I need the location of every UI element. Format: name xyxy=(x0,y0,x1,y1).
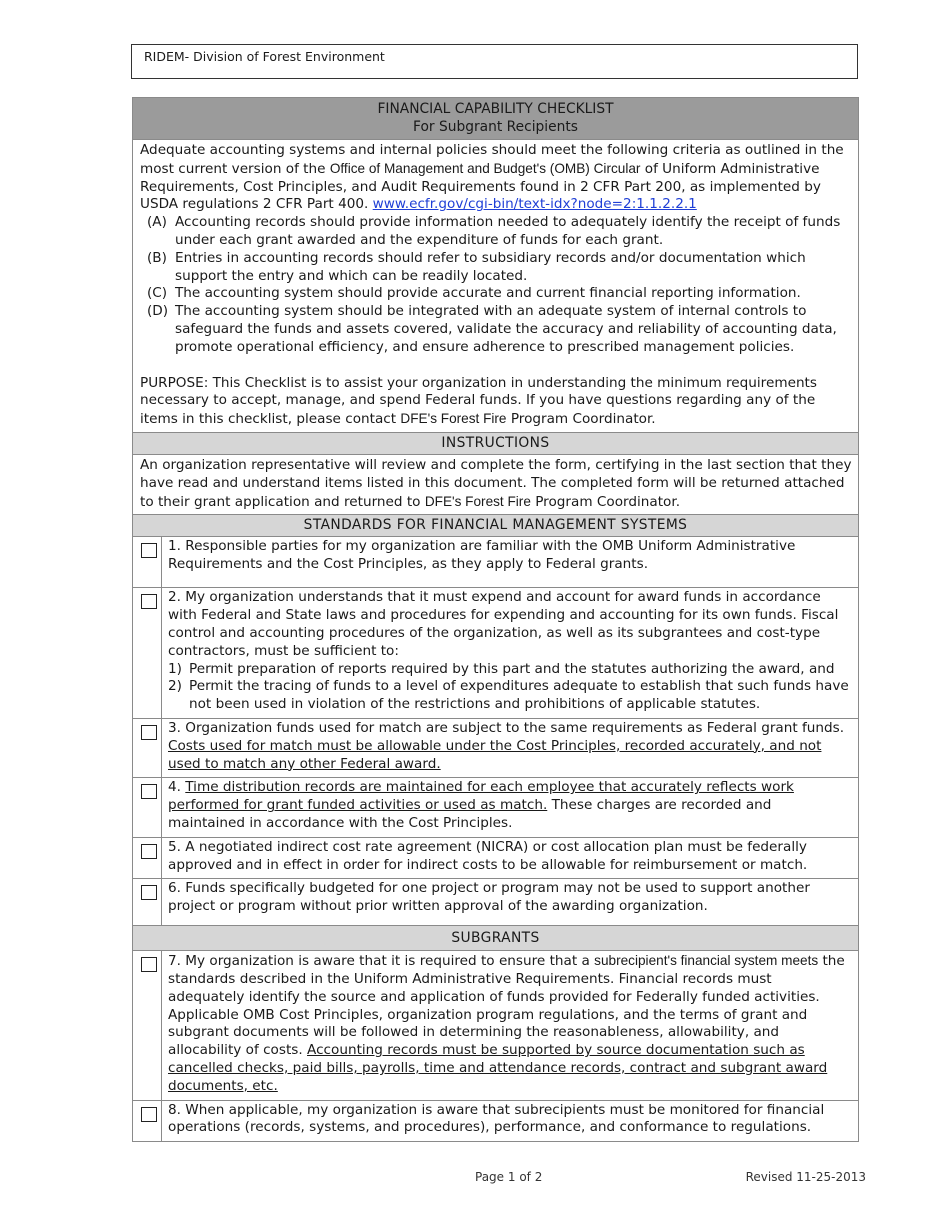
form-subtitle: For Subgrant Recipients xyxy=(413,119,578,135)
form-title-block xyxy=(133,98,859,140)
item-2-cell xyxy=(162,588,859,719)
criterion-c: (C) The accounting system should provide accurate and current financial reporting information. xyxy=(147,285,801,302)
item-2-sub-1: 1) Permit preparation of reports required by this part and the statutes authorizing the award, and xyxy=(168,660,835,677)
criterion-d: (D) The accounting system should be integrated with an adequate system of internal controls to safeguard the funds and assets covered, validate the accuracy and reliability of accounting data, promote operational efficiency, and ensure adherence to prescribed management policies. xyxy=(147,303,837,355)
form-title: FINANCIAL CAPABILITY CHECKLIST xyxy=(377,101,614,117)
ecfr-link[interactable]: www.ecfr.gov/cgi-bin/text-idx?node=2:1.1.2.2.1 xyxy=(372,196,697,213)
organization-name: RIDEM- Division of Forest Environment xyxy=(144,49,385,64)
item-7-checkbox[interactable] xyxy=(141,957,157,972)
item-4-text: 4. Time distribution records are maintained for each employee that accurately reflects work performed for grant funded activities or used as match. These charges are recorded and maintained in accordance with the Cost Principles. xyxy=(162,778,859,837)
checklist-form xyxy=(132,97,859,1142)
item-2-checkbox[interactable] xyxy=(141,594,157,609)
checklist-row xyxy=(133,837,859,879)
subgrants-heading: SUBGRANTS xyxy=(133,926,859,951)
item-2-sub-2: 2) Permit the tracing of funds to a level of expenditures adequate to establish that such funds have not been used in violation of the restrictions and prohibitions of applicable statutes. xyxy=(168,678,849,713)
purpose-paragraph: PURPOSE: This Checklist is to assist your organization in understanding the minimum requirements necessary to accept, manage, and spend Federal funds. If you have questions regarding any of the items in this checklist, please contact DFE's Forest Fire Program Coordinator. xyxy=(140,374,817,428)
item-1-checkbox[interactable] xyxy=(141,543,157,558)
standards-heading: STANDARDS FOR FINANCIAL MANAGEMENT SYSTEMS xyxy=(133,515,859,537)
checklist-row xyxy=(133,537,859,588)
intro-paragraph: Adequate accounting systems and internal policies should meet the following criteria as outlined in the most current version of the Office of Management and Budget's (OMB) Circular of Uniform Administrative Requirements, Cost Principles, and Audit Requirements found in 2 CFR Part 200, as implemented by USDA regulations 2 CFR Part 400. www.ecfr.gov/cgi-bin/text-idx?node=2:1.1.2.2.1 xyxy=(140,142,844,213)
checklist-row xyxy=(133,718,859,777)
item-6-text: 6. Funds specifically budgeted for one project or program may not be used to support another project or program without prior written approval of the awarding organization. xyxy=(162,879,859,926)
item-7-text: 7. My organization is aware that it is required to ensure that a subrecipient's financial system meets the standards described in the Uniform Administrative Requirements. Financial records must adequately identify the source and application of funds provided for Federally funded activities. Applicable OMB Cost Principles, organization program regulations, and the terms of grant and subgrant documents will be followed in determining the reasonableness, allowability, and allocability of costs. Accounting records must be supported by source documentation such as cancelled checks, paid bills, payrolls, time and attendance records, contract and subgrant award documents, etc. xyxy=(162,951,859,1100)
intro-section xyxy=(133,140,859,433)
item-3-checkbox[interactable] xyxy=(141,725,157,740)
criterion-a: (A) Accounting records should provide information needed to adequately identify the receipt of funds under each grant awarded and the expenditure of funds for each grant. xyxy=(147,214,841,248)
item-6-checkbox[interactable] xyxy=(141,885,157,900)
instructions-heading: INSTRUCTIONS xyxy=(133,432,859,454)
checklist-row xyxy=(133,778,859,837)
item-8-checkbox[interactable] xyxy=(141,1107,157,1122)
checklist-row xyxy=(133,588,859,719)
organization-header xyxy=(131,44,858,79)
item-1-text: 1. Responsible parties for my organization are familiar with the OMB Uniform Administrative Requirements and the Cost Principles, as they apply to Federal grants. xyxy=(162,537,859,588)
item-5-text: 5. A negotiated indirect cost rate agreement (NICRA) or cost allocation plan must be federally approved and in effect in order for indirect costs to be allowable for reimbursement or match. xyxy=(162,837,859,879)
checklist-row xyxy=(133,951,859,1100)
item-5-checkbox[interactable] xyxy=(141,844,157,859)
item-2-text: 2. My organization understands that it must expend and account for award funds in accordance with Federal and State laws and procedures for expending and accounting for its own funds. Fiscal control and accounting procedures of the organization, as well as its subgrantees and cost-type contractors, must be sufficient to: xyxy=(168,589,839,659)
item-8-text: 8. When applicable, my organization is aware that subrecipients must be monitored for financial operations (records, systems, and procedures), performance, and conformance to regulations. xyxy=(162,1100,859,1142)
checklist-row xyxy=(133,879,859,926)
revision-date: Revised 11-25-2013 xyxy=(745,1170,866,1184)
checklist-row xyxy=(133,1100,859,1142)
page-number: Page 1 of 2 xyxy=(475,1170,543,1184)
criterion-b: (B) Entries in accounting records should refer to subsidiary records and/or documentation which support the entry and which can be readily located. xyxy=(147,249,806,284)
instructions-text: An organization representative will review and complete the form, certifying in the last section that they have read and understand items listed in this document. The completed form will be returned attached to their grant application and returned to DFE's Forest Fire Program Coordinator. xyxy=(133,454,859,514)
item-4-checkbox[interactable] xyxy=(141,784,157,799)
item-3-text: 3. Organization funds used for match are subject to the same requirements as Federal grant funds. Costs used for match must be allowable under the Cost Principles, recorded accurately, and not used to match any other Federal award. xyxy=(162,718,859,777)
